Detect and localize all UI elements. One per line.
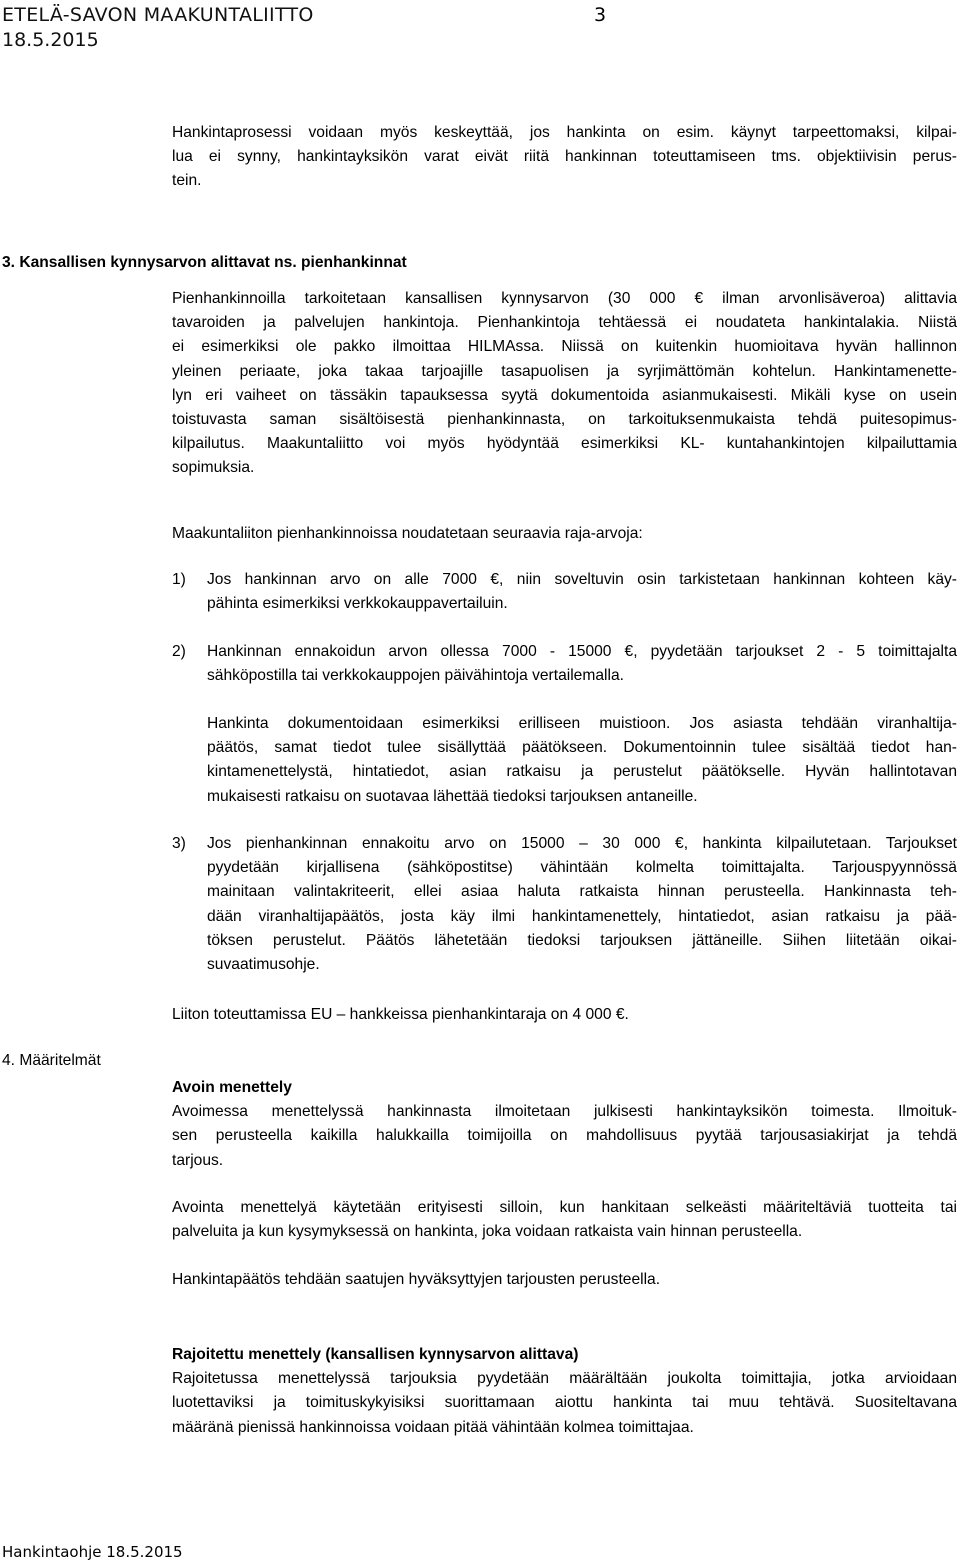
item-number: 3) — [172, 835, 186, 852]
text-line: toistuvasta saman sisältöisestä pienhankinnasta, on tarkoituksenmukaista tehdä puitesopimus- — [172, 411, 957, 429]
text-line: Liiton toteuttamissa EU – hankkeissa pienhankintaraja on 4 000 €. — [172, 1006, 629, 1023]
restricted-procedure-block — [172, 1343, 957, 1440]
item-number: 2) — [172, 643, 186, 660]
open-procedure-title: Avoin menettely — [172, 1079, 292, 1096]
text-line: pähinta esimerkiksi verkkokauppavertailuin. — [207, 595, 508, 613]
text-line: kintamenettelystä, hintatiedot, asian ratkaisu ja perustelut päätökselle. Hyvän hallintotavan — [207, 763, 957, 781]
footer: Hankintaohje 18.5.2015 — [2, 1543, 183, 1561]
text-line: tarjous. — [172, 1151, 224, 1169]
document-org-title: ETELÄ-SAVON MAAKUNTALIITTO — [2, 4, 314, 26]
text-line: suvaatimusohje. — [207, 956, 320, 974]
intro-paragraph — [172, 121, 957, 194]
text-line: sopimuksia. — [172, 459, 255, 477]
text-line: päätös, samat tiedot tulee sisällyttää päätökseen. Dokumentoinnin tulee sisältää tiedot han- — [207, 739, 957, 757]
text-line: Hankinta dokumentoidaan esimerkiksi erilliseen muistioon. Jos asiasta tehdään viranhaltija- — [207, 715, 957, 732]
limit-item-1 — [172, 568, 957, 616]
text-line: yleinen periaate, joka takaa tarjoajille tasapuolisen ja syrjimättömän kohtelun. Hankintamenette- — [172, 362, 957, 380]
page-number: 3 — [594, 4, 607, 26]
text-line: lyn eri vaiheet on tässäkin tapauksessa syytä dokumentoida asianmukaisesti. Mikäli kyse on usein — [172, 386, 957, 404]
text-line: Maakuntaliiton pienhankinnoissa noudatetaan seuraavia raja-arvoja: — [172, 525, 643, 542]
eu-limit-note — [172, 1003, 957, 1027]
open-procedure-block — [172, 1076, 957, 1173]
header-date: 18.5.2015 — [2, 29, 99, 51]
section-3-paragraph — [172, 287, 957, 481]
limit-item-2-details — [172, 712, 957, 809]
text-line: tein. — [172, 172, 202, 190]
limit-item-3 — [172, 832, 957, 977]
text-line: Rajoitetussa menettelyssä tarjouksia pyydetään määrältään joukolta toimittajia, jotka arvioidaan — [172, 1370, 957, 1388]
text-line: Jos pienhankinnan ennakoitu arvo on 15000 – 30 000 €, hankinta kilpailutetaan. Tarjoukset — [207, 835, 957, 852]
section-3-heading: 3. Kansallisen kynnysarvon alittavat ns. pienhankinnat — [2, 254, 407, 271]
item-number: 1) — [172, 571, 186, 588]
open-procedure-usage — [172, 1196, 957, 1244]
text-line: kilpailutus. Maakuntaliitto voi myös hyödyntää esimerkiksi KL- kuntahankintojen kilpailuttamia — [172, 435, 957, 453]
limit-item-2 — [172, 640, 957, 688]
text-line: luotettaviksi ja toimituskykyisiksi suorittamaan aiottu hankinta tai muu tehtävä. Suositeltavana — [172, 1394, 957, 1412]
text-line: dään viranhaltijapäätös, josta käy ilmi hankintamenettely, hintatiedot, asian ratkaisu ja pää- — [207, 907, 957, 925]
text-line: töksen perustelut. Päätös lähetetään tiedoksi tarjouksen jättäneille. Siihen liitetään oikai- — [207, 931, 957, 949]
text-line: palveluita ja kun kysymyksessä on hankinta, joka voidaan ratkaista vain hinnan perusteella. — [172, 1223, 803, 1241]
limits-intro — [172, 522, 957, 546]
text-line: Jos hankinnan arvo on alle 7000 €, niin soveltuvin osin tarkistetaan hankinnan kohteen käy- — [207, 571, 957, 588]
text-line: Pienhankinnoilla tarkoitetaan kansallisen kynnysarvon (30 000 € ilman arvonlisäveroa) alittavia — [172, 290, 957, 307]
open-procedure-decision — [172, 1268, 957, 1292]
text-line: sen perusteella kaikilla halukkailla toimijoilla on mahdollisuus pyytää tarjousasiakirjat ja tehdä — [172, 1127, 957, 1145]
text-line: Avointa menettelyä käytetään erityisesti silloin, kun hankitaan selkeästi määriteltäviä tuotteita tai — [172, 1199, 957, 1216]
text-line: tavaroiden ja palvelujen hankintoja. Pienhankintoja tehtäessä ei noudateta hankintalakia. Niistä — [172, 314, 957, 332]
text-line: mukaisesti ratkaisu on suotavaa lähettää tiedoksi tarjouksen antaneille. — [207, 787, 698, 805]
text-line: Avoimessa menettelyssä hankinnasta ilmoitetaan julkisesti hankintayksikön toimesta. Ilmoituk- — [172, 1103, 957, 1121]
text-line: sähköpostilla tai verkkokauppojen päivähintoja vertailemalla. — [207, 667, 624, 685]
text-line: Hankintapäätös tehdään saatujen hyväksyttyjen tarjousten perusteella. — [172, 1271, 661, 1288]
section-4-heading: 4. Määritelmät — [2, 1052, 101, 1069]
text-line: Hankintaprosessi voidaan myös keskeyttää, jos hankinta on esim. käynyt tarpeettomaksi, kilpai- — [172, 124, 957, 141]
text-line: pyydetään kirjallisena (sähköpostitse) vähintään kolmelta toimittajalta. Tarjouspyynnössä — [207, 859, 957, 877]
text-line: ei esimerkiksi ole pakko ilmoittaa HILMAssa. Niissä on kuitenkin huomioitava hyvän hallinnon — [172, 338, 957, 356]
restricted-procedure-title: Rajoitettu menettely (kansallisen kynnysarvon alittava) — [172, 1346, 579, 1363]
text-line: lua ei synny, hankintayksikön varat eivät riitä hankinnan toteuttamiseen tms. objektiivisin perus- — [172, 148, 957, 166]
text-line: määränä pienissä hankinnoissa voidaan pitää vähintään kolmea toimittajaa. — [172, 1418, 694, 1436]
text-line: Hankinnan ennakoidun arvon ollessa 7000 - 15000 €, pyydetään tarjoukset 2 - 5 toimittajalta — [207, 643, 957, 660]
text-line: mainitaan valintakriteerit, ellei asiaa haluta ratkaista hinnan perusteella. Hankinnasta teh- — [207, 883, 957, 901]
